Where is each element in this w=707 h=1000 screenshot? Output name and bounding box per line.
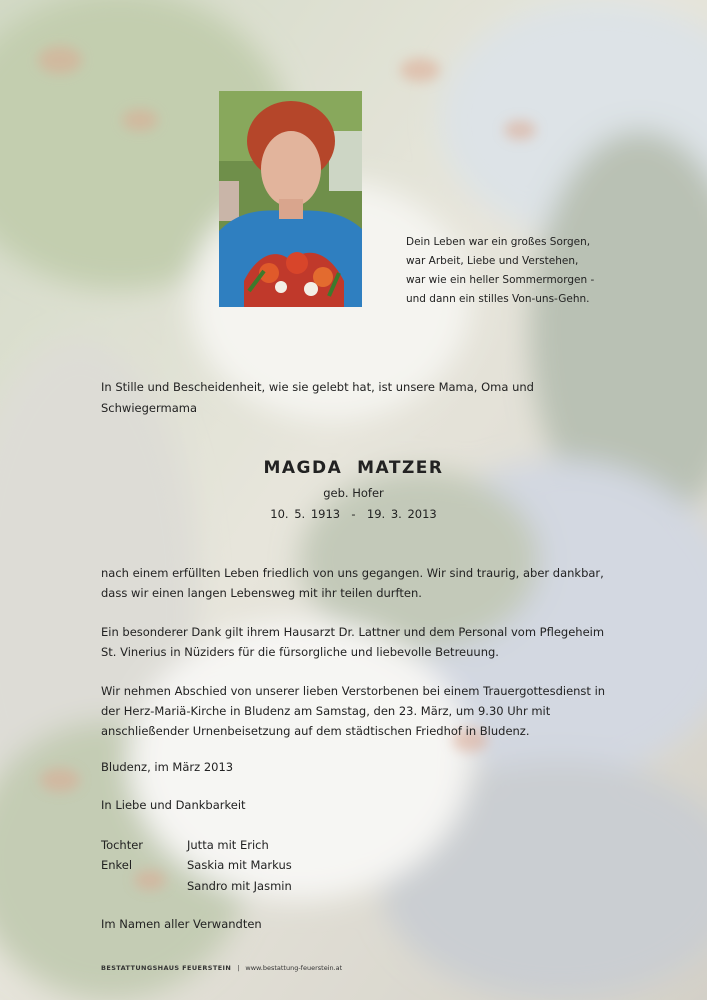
family-row	[101, 838, 269, 852]
poem-line: war wie ein heller Sommermorgen -	[406, 274, 595, 286]
poem-line: Dein Leben war ein großes Sorgen,	[406, 236, 591, 248]
birth-name: geb. Hofer	[323, 486, 384, 500]
footer-separator: |	[237, 964, 240, 972]
poem-line: und dann ein stilles Von-uns-Gehn.	[406, 293, 590, 305]
paragraph-passing: nach einem erfüllten Leben friedlich von uns gegangen. Wir sind traurig, aber dankbar, dass wir einen langen Lebensweg mit ihr teilen durften.	[101, 566, 604, 600]
closing-line: In Liebe und Dankbarkeit	[101, 798, 246, 812]
family-role: Tochter	[101, 838, 144, 852]
place-date: Bludenz, im März 2013	[101, 760, 234, 774]
funeral-home-url: www.bestattung-feuerstein.at	[245, 964, 343, 972]
family-role: Enkel	[101, 858, 133, 872]
family-names: Saskia mit Markus	[187, 858, 292, 872]
portrait-photo	[219, 91, 362, 307]
paragraph-thanks: Ein besonderer Dank gilt ihrem Hausarzt Dr. Lattner und dem Personal vom Pflegeheim St. Vinerius in Nüziders für die fürsorgliche und liebevolle Betreuung.	[101, 625, 605, 659]
poem-line: war Arbeit, Liebe und Verstehen,	[406, 255, 579, 267]
signature-line: Im Namen aller Verwandten	[101, 917, 262, 931]
poem	[406, 233, 666, 309]
life-dates: 10. 5. 1913 - 19. 3. 2013	[270, 507, 437, 521]
footer	[101, 964, 342, 972]
family-names: Sandro mit Jasmin	[187, 879, 292, 893]
family-row	[101, 879, 292, 893]
intro-text: In Stille und Bescheidenheit, wie sie gelebt hat, ist unsere Mama, Oma und Schwiegermama	[101, 380, 534, 415]
family-names: Jutta mit Erich	[187, 838, 269, 852]
deceased-name: MAGDA MATZER	[263, 458, 444, 478]
family-row	[101, 858, 292, 872]
funeral-home-name: BESTATTUNGSHAUS FEUERSTEIN	[101, 964, 232, 972]
paragraph-service: Wir nehmen Abschied von unserer lieben Verstorbenen bei einem Trauergottesdienst in der Herz-Mariä-Kirche in Bludenz am Samstag, den 23. März, um 9.30 Uhr mit anschließender Urnenbeisetzung auf dem städtischen Friedhof in Bludenz.	[101, 684, 606, 738]
